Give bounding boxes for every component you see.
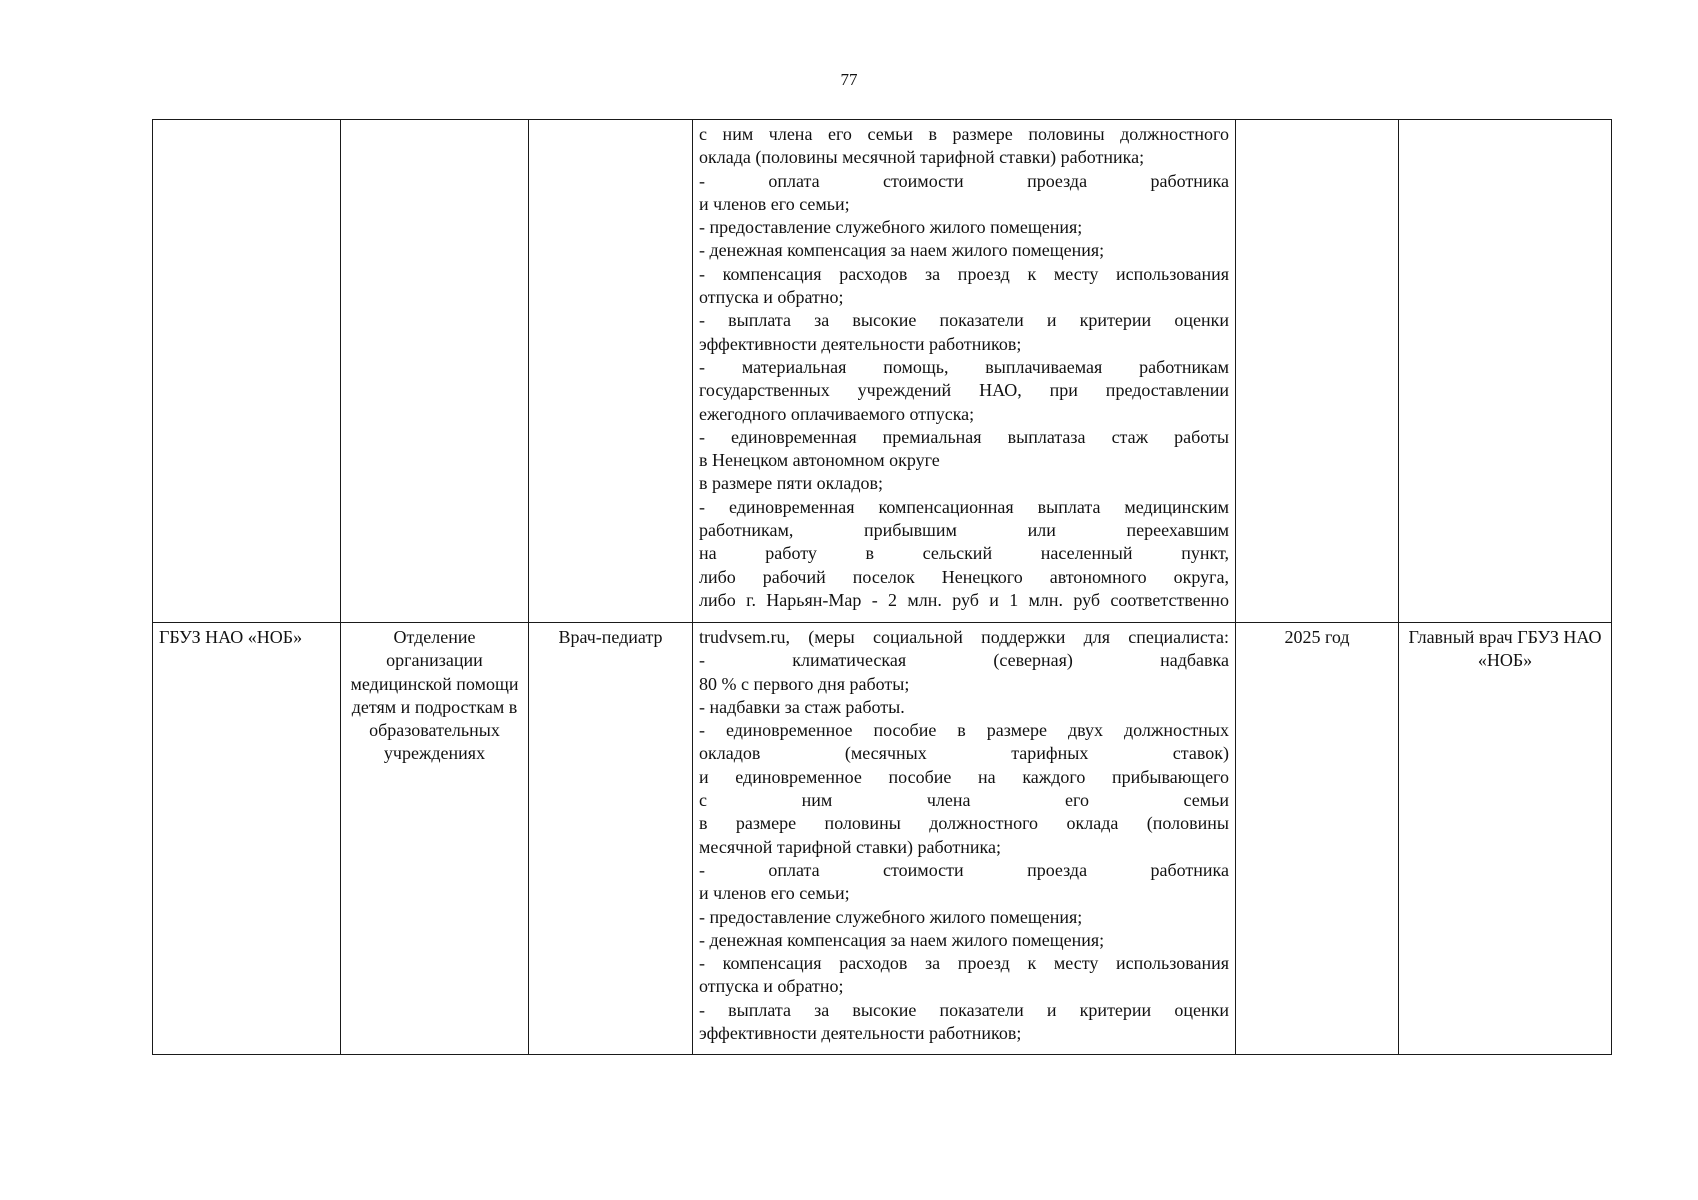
position-cell (529, 120, 693, 623)
table-row (153, 120, 1612, 623)
support-measure-line: ежегодного оплачиваемого отпуска; (699, 403, 975, 424)
support-measure-line: отпуска и обратно; (699, 287, 844, 308)
vacancy-table (152, 119, 1612, 1055)
support-measure-line: эффективности деятельности работников; (699, 333, 1022, 354)
org-cell: ГБУЗ НАО «НОБ» (153, 623, 341, 1055)
support-measure-line: - компенсация расходов за проезд к месту использования (699, 263, 1229, 284)
support-measure-line: в Ненецком автономном округе (699, 450, 940, 471)
year-cell (1236, 120, 1399, 623)
support-measure-line: - оплата стоимости проезда работника (699, 859, 1229, 880)
support-measure-line: окладов (месячных тарифных ставок) (699, 743, 1229, 764)
support-measure-line: работникам, прибывшим или переехавшим (699, 520, 1229, 541)
support-measure-line: - выплата за высокие показатели и критерии оценки (699, 310, 1229, 331)
support-measure-line: - денежная компенсация за наем жилого помещения; (699, 240, 1105, 261)
support-measure-line: в размере пяти окладов; (699, 473, 883, 494)
support-measure-line: - климатическая (северная) надбавка (699, 650, 1229, 671)
department-cell (341, 120, 529, 623)
position-cell: Врач-педиатр (529, 623, 693, 1055)
support-measure-line: и членов его семьи; (699, 193, 850, 214)
support-measures-cell (693, 120, 1236, 623)
year-cell: 2025 год (1236, 623, 1399, 1055)
support-measure-line: 80 % с первого дня работы; (699, 673, 910, 694)
support-measure-line: - материальная помощь, выплачиваемая работникам (699, 356, 1229, 377)
support-measure-line: - единовременное пособие в размере двух должностных (699, 720, 1229, 741)
support-measure-line: оклада (половины месячной тарифной ставки) работника; (699, 147, 1145, 168)
support-measure-line: - единовременная компенсационная выплата медицинским (699, 496, 1229, 517)
org-cell (153, 120, 341, 623)
support-measure-line: - единовременная премиальная выплатаза стаж работы (699, 426, 1229, 447)
support-measure-line: - оплата стоимости проезда работника (699, 170, 1229, 191)
support-measure-line: либо рабочий поселок Ненецкого автономного округа, (699, 566, 1229, 587)
support-measure-line: эффективности деятельности работников; (699, 1023, 1022, 1044)
department-cell: Отделение организации медицинской помощи детям и подросткам в образовательных учреждениях (341, 623, 529, 1055)
support-measure-line: - выплата за высокие показатели и критерии оценки (699, 999, 1229, 1020)
support-measure-line: trudvsem.ru, (меры социальной поддержки для специалиста: (699, 627, 1229, 647)
support-measure-line: в размере половины должностного оклада (половины (699, 813, 1229, 834)
support-measure-line: государственных учреждений НАО, при предоставлении (699, 380, 1229, 401)
support-measure-line: и членов его семьи; (699, 883, 850, 904)
support-measure-line: и единовременное пособие на каждого прибывающего (699, 766, 1229, 787)
support-measure-line: отпуска и обратно; (699, 976, 844, 997)
responsible-cell: Главный врач ГБУЗ НАО «НОБ» (1399, 623, 1612, 1055)
support-measure-line: - надбавки за стаж работы. (699, 696, 905, 717)
support-measures-cell (693, 623, 1236, 1055)
support-measure-line: - предоставление служебного жилого помещения; (699, 906, 1083, 927)
responsible-cell (1399, 120, 1612, 623)
support-measure-line: - денежная компенсация за наем жилого помещения; (699, 929, 1105, 950)
support-measure-line: на работу в сельский населенный пункт, (699, 543, 1229, 564)
support-measure-line: с ним члена его семьи (699, 790, 1229, 811)
table-row (153, 623, 1612, 1055)
support-measure-line: либо г. Нарьян-Мар - 2 млн. руб и 1 млн. руб соответственно (699, 589, 1229, 610)
support-measure-line: - предоставление служебного жилого помещения; (699, 217, 1083, 238)
support-measure-line: с ним члена его семьи в размере половины должностного (699, 124, 1229, 144)
support-measure-line: - компенсация расходов за проезд к месту использования (699, 953, 1229, 974)
support-measure-line: месячной тарифной ставки) работника; (699, 836, 1001, 857)
page-number: 77 (840, 70, 858, 89)
